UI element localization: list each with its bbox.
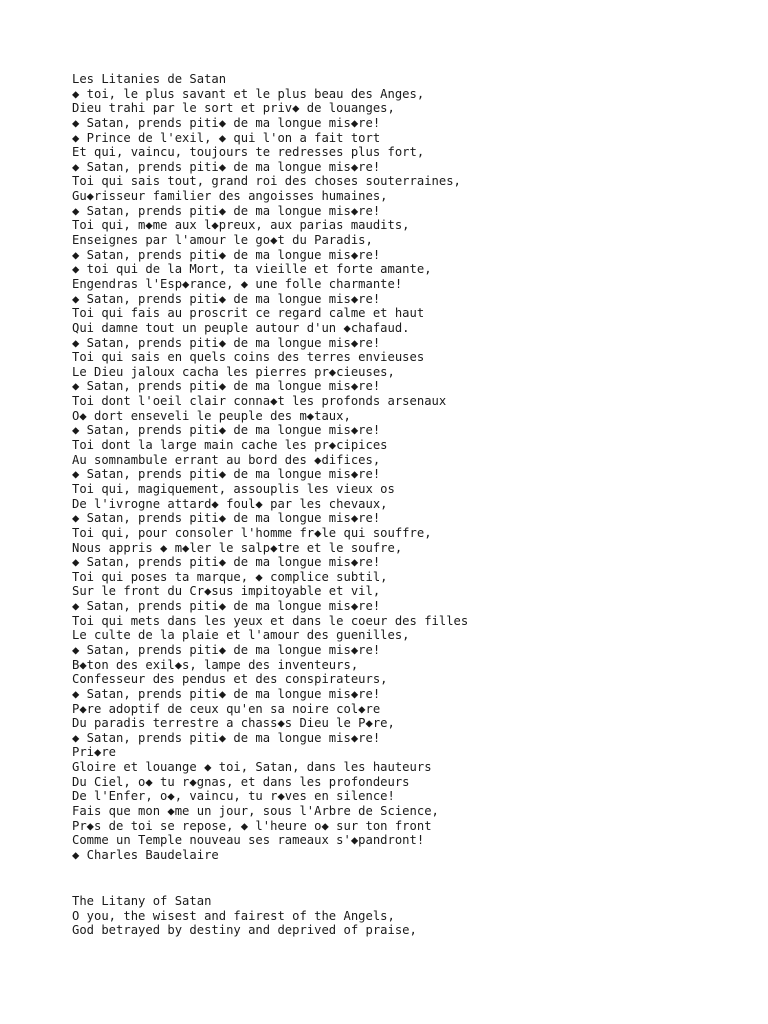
french-poem-line: Toi dont la large main cache les pr◆cipices (72, 438, 388, 453)
english-poem (72, 894, 417, 938)
french-poem-line: ◆ Satan, prends piti◆ de ma longue mis◆re! (72, 203, 381, 218)
french-poem-line: ◆ Satan, prends piti◆ de ma longue mis◆re! (72, 599, 381, 614)
french-poem-line: ◆ Satan, prends piti◆ de ma longue mis◆re! (72, 159, 381, 174)
french-poem-title: Les Litanies de Satan (72, 72, 227, 86)
french-poem-line: Sur le front du Cr◆sus impitoyable et vil, (72, 584, 381, 599)
french-poem-line: Toi qui, m◆me aux l◆preux, aux parias maudits, (72, 218, 410, 233)
french-poem-line: Toi qui, pour consoler l'homme fr◆le qui souffre, (72, 525, 432, 540)
french-poem-line: ◆ Satan, prends piti◆ de ma longue mis◆re! (72, 686, 381, 701)
french-poem-line: B◆ton des exil◆s, lampe des inventeurs, (72, 657, 359, 672)
french-poem-line: ◆ toi qui de la Mort, ta vieille et forte amante, (72, 262, 432, 277)
french-poem-line: Toi dont l'oeil clair conna◆t les profonds arsenaux (72, 394, 447, 409)
french-poem-line: Gu◆risseur familier des angoisses humaines, (72, 189, 388, 204)
english-poem-line: God betrayed by destiny and deprived of praise, (72, 923, 417, 938)
french-poem-line: P◆re adoptif de ceux qu'en sa noire col◆re (72, 701, 381, 716)
french-poem-line: De l'ivrogne attard◆ foul◆ par les chevaux, (72, 496, 388, 511)
french-poem-line: Engendras l'Esp◆rance, ◆ une folle charmante! (72, 276, 403, 291)
french-poem-line: Fais que mon ◆me un jour, sous l'Arbre de Science, (72, 804, 439, 819)
french-poem-line: Pri◆re (72, 745, 117, 760)
french-poem-line: Gloire et louange ◆ toi, Satan, dans les hauteurs (72, 760, 432, 775)
french-poem-line: ◆ Satan, prends piti◆ de ma longue mis◆re! (72, 423, 381, 438)
french-poem-line: ◆ Charles Baudelaire (72, 847, 219, 862)
french-poem-line: Enseignes par l'amour le go◆t du Paradis, (72, 233, 373, 248)
french-poem-line: ◆ Satan, prends piti◆ de ma longue mis◆re! (72, 335, 381, 350)
french-poem-line: Confesseur des pendus et des conspirateurs, (72, 672, 388, 687)
french-poem-line: Toi qui, magiquement, assouplis les vieux os (72, 481, 395, 496)
english-poem-line: O you, the wisest and fairest of the Angels, (72, 908, 395, 923)
french-poem-line: ◆ Satan, prends piti◆ de ma longue mis◆re! (72, 115, 381, 130)
french-poem-line: Nous appris ◆ m◆ler le salp◆tre et le soufre, (72, 540, 403, 555)
french-poem-line: Et qui, vaincu, toujours te redresses plus fort, (72, 145, 425, 160)
french-poem-line: ◆ Prince de l'exil, ◆ qui l'on a fait tort (72, 130, 381, 145)
french-poem-line: ◆ Satan, prends piti◆ de ma longue mis◆re! (72, 379, 381, 394)
french-poem-line: Dieu trahi par le sort et priv◆ de louanges, (72, 101, 395, 116)
french-poem-line: ◆ Satan, prends piti◆ de ma longue mis◆re! (72, 730, 381, 745)
french-poem-line: Comme un Temple nouveau ses rameaux s'◆pandront! (72, 833, 425, 848)
french-poem-line: ◆ Satan, prends piti◆ de ma longue mis◆re! (72, 555, 381, 570)
french-poem-line: Pr◆s de toi se repose, ◆ l'heure o◆ sur ton front (72, 818, 432, 833)
french-poem-line: ◆ Satan, prends piti◆ de ma longue mis◆re! (72, 467, 381, 482)
french-poem-line: Le culte de la plaie et l'amour des guenilles, (72, 628, 410, 643)
french-poem-line: Du Ciel, o◆ tu r◆gnas, et dans les profondeurs (72, 774, 410, 789)
french-poem (72, 72, 468, 863)
french-poem-line: De l'Enfer, o◆, vaincu, tu r◆ves en silence! (72, 789, 395, 804)
french-poem-line: O◆ dort enseveli le peuple des m◆taux, (72, 408, 351, 423)
french-poem-line: Le Dieu jaloux cacha les pierres pr◆cieuses, (72, 364, 395, 379)
french-poem-line: Au somnambule errant au bord des ◆difices, (72, 452, 381, 467)
french-poem-line: ◆ Satan, prends piti◆ de ma longue mis◆re! (72, 511, 381, 526)
french-poem-line: Toi qui sais en quels coins des terres envieuses (72, 350, 425, 365)
french-poem-line: ◆ Satan, prends piti◆ de ma longue mis◆re! (72, 247, 381, 262)
french-poem-line: ◆ Satan, prends piti◆ de ma longue mis◆re! (72, 642, 381, 657)
french-poem-line: Qui damne tout un peuple autour d'un ◆chafaud. (72, 320, 410, 335)
french-poem-line: Toi qui sais tout, grand roi des choses souterraines, (72, 174, 461, 189)
french-poem-line: Toi qui mets dans les yeux et dans le coeur des filles (72, 613, 469, 628)
french-poem-line: ◆ toi, le plus savant et le plus beau des Anges, (72, 86, 425, 101)
french-poem-line: Toi qui poses ta marque, ◆ complice subtil, (72, 569, 388, 584)
french-poem-line: ◆ Satan, prends piti◆ de ma longue mis◆re! (72, 291, 381, 306)
english-poem-title: The Litany of Satan (72, 894, 212, 908)
french-poem-line: Toi qui fais au proscrit ce regard calme et haut (72, 306, 425, 321)
french-poem-line: Du paradis terrestre a chass◆s Dieu le P◆re, (72, 716, 395, 731)
